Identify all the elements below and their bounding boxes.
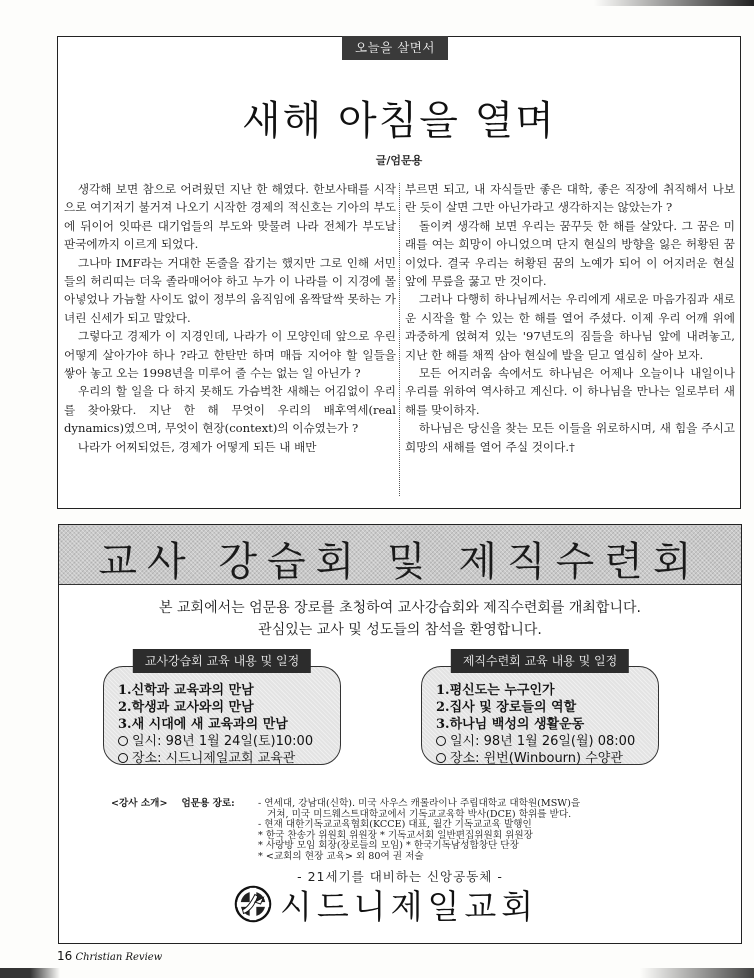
session-list [118,682,313,767]
session-tag: 제직수련회 교육 내용 및 일정 [451,649,629,673]
credential-line: * <교회의 현장 교육> 외 80여 권 저술 [258,850,424,862]
column-divider [399,183,400,496]
session-list [436,682,635,767]
teacher-session-box [103,654,341,766]
notice-title: 교사 강습회 및 제직수련회 [98,539,702,585]
article-headline: 새해 아침을 열며 [242,98,556,144]
paragraph: 우리의 할 일을 다 하지 못해도 가슴벅찬 새해는 어김없이 우리를 찾아왔다. 지난 한 해 무엇이 우리의 배후역세(real dynamics)였으며, 무엇이 현장(context)의 이슈였는가 ? [64,384,396,436]
article-column-right [405,180,735,456]
session-topic: 1.신학과 교육과의 만남 [118,683,254,698]
scan-shadow-top [594,0,754,6]
paragraph: 그러나 다행히 하나님께서는 우리에게 새로운 마음가짐과 새로운 시작을 할 수 있는 한 해를 열어 주셨다. 이제 우리 어깨 위에 과중하게 얹혀져 있는 '97년도의 짐들을 하나님 앞에 내려놓고, 지난 한 해를 채찍 삼아 현실에 발을 딛고 열심히 살아 보자. [405,292,735,362]
notice-intro [59,597,741,641]
magazine-name: Christian Review [75,952,163,963]
speaker-label: <강사 소개> [111,798,168,809]
article-byline: 글/엄문용 [375,154,423,167]
event-notice-box [58,524,742,944]
credential-line: * 사랑방 모임 회장(장로들의 모임) * 한국기독남성합창단 단장 [258,840,519,852]
speaker-heading [111,799,235,810]
session-topic: 3.하나님 백성의 생활운동 [436,717,585,732]
session-topic: 3.새 시대에 새 교육과의 만남 [118,717,288,732]
credential-line: - 현재 대한기독교교육협회(KCCE) 대표, 월간 기독교교육 발행인 [258,819,532,831]
intro-line: 관심있는 교사 및 성도들의 참석을 환영합니다. [258,622,542,638]
paragraph: 돌이켜 생각해 보면 우리는 꿈꾸듯 한 해를 살았다. 그 꿈은 미래를 여는 희망이 아니었으며 단지 현실의 방향을 잃은 허황된 꿈이었다. 결국 우리는 허황된 꿈의 노예가 되어 이 어지러운 현실 앞에 무릎을 꿇고 만 것이다. [405,218,735,289]
session-topic: 2.집사 및 장로들의 역할 [436,700,577,715]
speaker-credentials [258,799,580,863]
church-slogan: - 21세기를 대비하는 신앙공동체 - [297,869,503,884]
session-topic: 2.학생과 교사와의 만남 [118,700,254,715]
paragraph: 부르면 되고, 내 자식들만 좋은 대학, 좋은 직장에 취직해서 나보란 듯이 살면 그만 아닌가라고 생각하지는 않았는가 ? [405,182,735,215]
circle-bullet-icon [436,736,446,746]
intro-line: 본 교회에서는 엄문용 장로를 초청하여 교사강습회와 제직수련회를 개최합니다. [159,600,641,616]
circle-bullet-icon [118,753,128,763]
session-place-text: 장소: 시드니제일교회 교육관 [132,751,296,766]
scan-shadow-bottom [0,968,754,978]
session-date-text: 일시: 98년 1월 26일(월) 08:00 [450,734,636,749]
article-column-left [64,180,396,456]
credential-line: 거쳐, 미국 미드웨스트대학교에서 기독교교육학 박사(DCE) 학위를 받다. [267,808,572,820]
session-date-text: 일시: 98년 1월 24일(토)10:00 [132,734,314,749]
session-topic: 1.평신도는 누구인가 [436,683,555,698]
paragraph: 생각해 보면 참으로 어려웠던 지난 한 해였다. 한보사태를 시작으로 여기저기 불거져 나오기 시작한 경제의 적신호는 기아의 부도에 뒤이어 잇따른 대기업들의 부도와 맞물려 나라 전체가 부도날 판국에까지 이르게 되었다. [64,182,396,252]
speaker-name: 엄문용 장로: [181,798,235,809]
session-place-text: 장소: 윈번(Winbourn) 수양관 [450,751,623,766]
page-number: 16 [57,949,73,963]
paragraph: 나라가 어찌되었든, 경제가 어떻게 되든 내 배만 [77,439,317,454]
paragraph: 모든 어지러움 속에서도 하나님은 어제나 오늘이나 내일이나 우리를 위하여 역사하고 계신다. 이 하나님을 만나는 일로부터 새해를 맞이하자. [405,366,735,417]
paragraph: 그렇다고 경제가 이 지경인데, 나라가 이 모양인데 앞으로 우린 어떻게 살아가야 하나 ?라고 한탄만 하며 매듭 지어야 할 일들을 쌓아 놓고 오는 1998년을 미루어 줄 수는 없는 일 아닌가 ? [64,329,396,381]
session-tag: 교사강습회 교육 내용 및 일정 [133,649,311,673]
circle-bullet-icon [118,736,128,746]
circle-bullet-icon [436,753,446,763]
credential-line: - 연세대, 강남대(신학). 미국 사우스 캐롤라이나 주립대학교 대학원(MSW)을 [258,798,581,809]
church-logo-icon [234,885,272,923]
church-name: 시드니제일교회 [280,886,539,926]
notice-banner [59,525,741,585]
session-place [118,750,313,767]
paragraph: 하나님은 당신을 찾는 모든 이들을 위로하시며, 새 힘을 주시고 희망의 새해를 열어 주실 것이다.† [405,421,735,454]
session-date [436,733,635,750]
credential-line: * 한국 찬송가 위원회 위원장 * 기독교서회 일반편집위원회 위원장 [258,829,533,841]
page-footer [57,949,162,963]
session-place [436,750,635,767]
paragraph: 그나마 IMF라는 거대한 돈줄을 잡기는 했지만 그로 인해 서민들의 허리띠는 더욱 졸라매어야 하고 누가 이 나라를 이 지경에 몰아넣었나 가늠할 사이도 없이 정부의 움직임에 옴짝달싹 못하는 가녀린 신세가 되고 말았다. [64,255,396,325]
column-kicker: 오늘을 살면서 [342,36,448,60]
officer-session-box [421,654,659,766]
article-box [57,36,741,509]
session-date [118,733,313,750]
church-signature [234,883,538,925]
